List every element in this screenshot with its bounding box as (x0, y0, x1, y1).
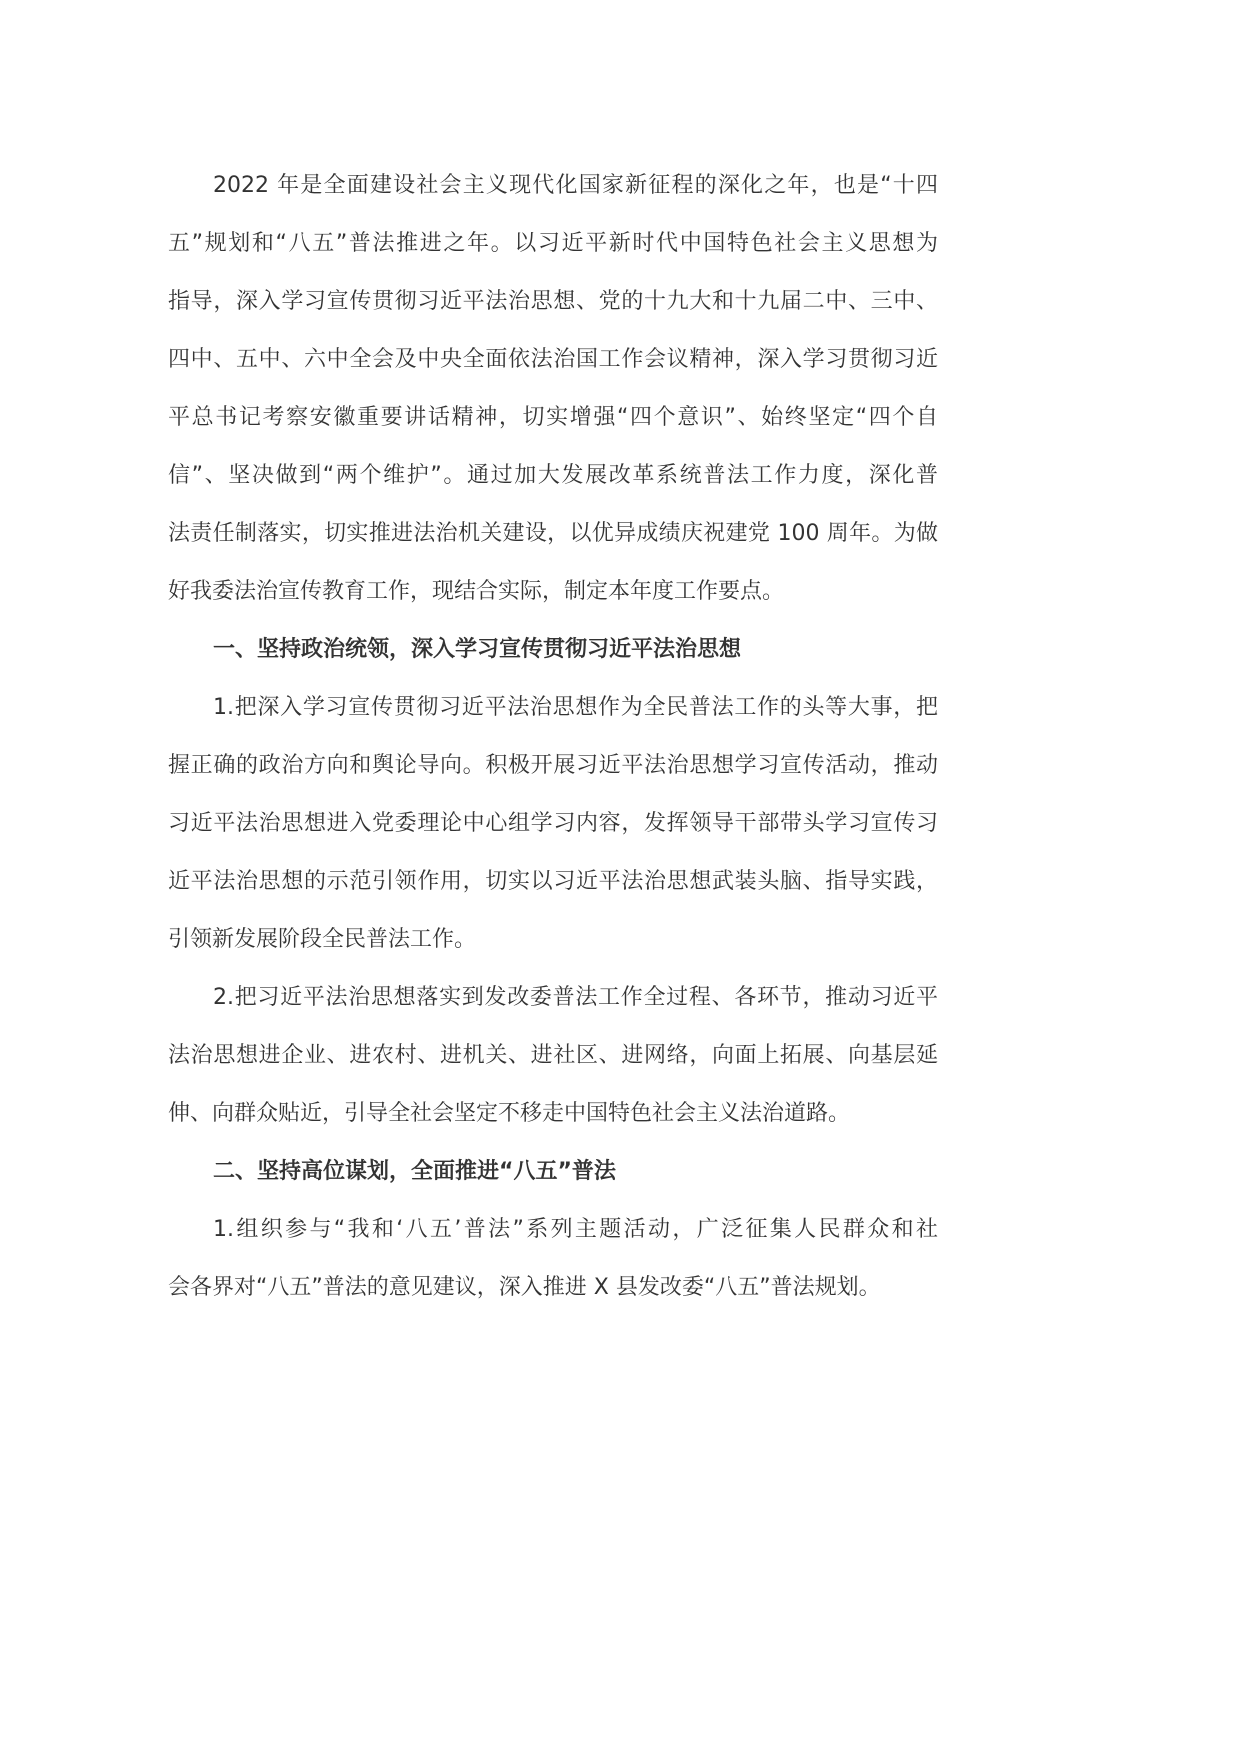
section-1-heading (168, 621, 938, 679)
text-line: 法责任制落实，切实推进法治机关建设，以优异成绩庆祝建党 100 周年。为做 (168, 521, 938, 546)
text-line: 习近平法治思想进入党委理论中心组学习内容，发挥领导干部带头学习宣传习 (168, 811, 938, 836)
text-line: 平总书记考察安徽重要讲话精神，切实增强“四个意识”、始终坚定“四个自 (168, 405, 938, 430)
section-1-item-2 (168, 969, 938, 1143)
section-1-item-1 (168, 679, 938, 969)
heading-text: 一、坚持政治统领，深入学习宣传贯彻习近平法治思想 (213, 637, 742, 662)
text-line: 引领新发展阶段全民普法工作。 (168, 927, 477, 952)
text-line: 1.把深入学习宣传贯彻习近平法治思想作为全民普法工作的头等大事，把 (213, 695, 938, 720)
section-2-heading (168, 1143, 938, 1201)
text-line: 1.组织参与“我和‘八五’普法”系列主题活动，广泛征集人民群众和社 (213, 1217, 938, 1242)
text-line: 好我委法治宣传教育工作，现结合实际，制定本年度工作要点。 (168, 579, 785, 604)
document-page (168, 157, 938, 1317)
text-line: 握正确的政治方向和舆论导向。积极开展习近平法治思想学习宣传活动，推动 (168, 753, 938, 778)
text-line: 会各界对“八五”普法的意见建议，深入推进 X 县发改委“八五”普法规划。 (168, 1275, 881, 1300)
text-line: 伸、向群众贴近，引导全社会坚定不移走中国特色社会主义法治道路。 (168, 1101, 851, 1126)
text-line: 近平法治思想的示范引领作用，切实以习近平法治思想武装头脑、指导实践， (168, 869, 938, 894)
intro-paragraph (168, 157, 938, 621)
text-line: 五”规划和“八五”普法推进之年。以习近平新时代中国特色社会主义思想为 (168, 231, 938, 256)
text-line: 信”、坚决做到“两个维护”。通过加大发展改革系统普法工作力度，深化普 (168, 463, 938, 488)
text-line: 四中、五中、六中全会及中央全面依法治国工作会议精神，深入学习贯彻习近 (168, 347, 938, 372)
heading-text: 二、坚持高位谋划，全面推进“八五”普法 (213, 1159, 616, 1184)
text-line: 法治思想进企业、进农村、进机关、进社区、进网络，向面上拓展、向基层延 (168, 1043, 938, 1068)
text-line: 2.把习近平法治思想落实到发改委普法工作全过程、各环节，推动习近平 (213, 985, 938, 1010)
text-line: 2022 年是全面建设社会主义现代化国家新征程的深化之年，也是“十四 (213, 173, 938, 198)
text-line: 指导，深入学习宣传贯彻习近平法治思想、党的十九大和十九届二中、三中、 (168, 289, 938, 314)
section-2-item-1 (168, 1201, 938, 1317)
